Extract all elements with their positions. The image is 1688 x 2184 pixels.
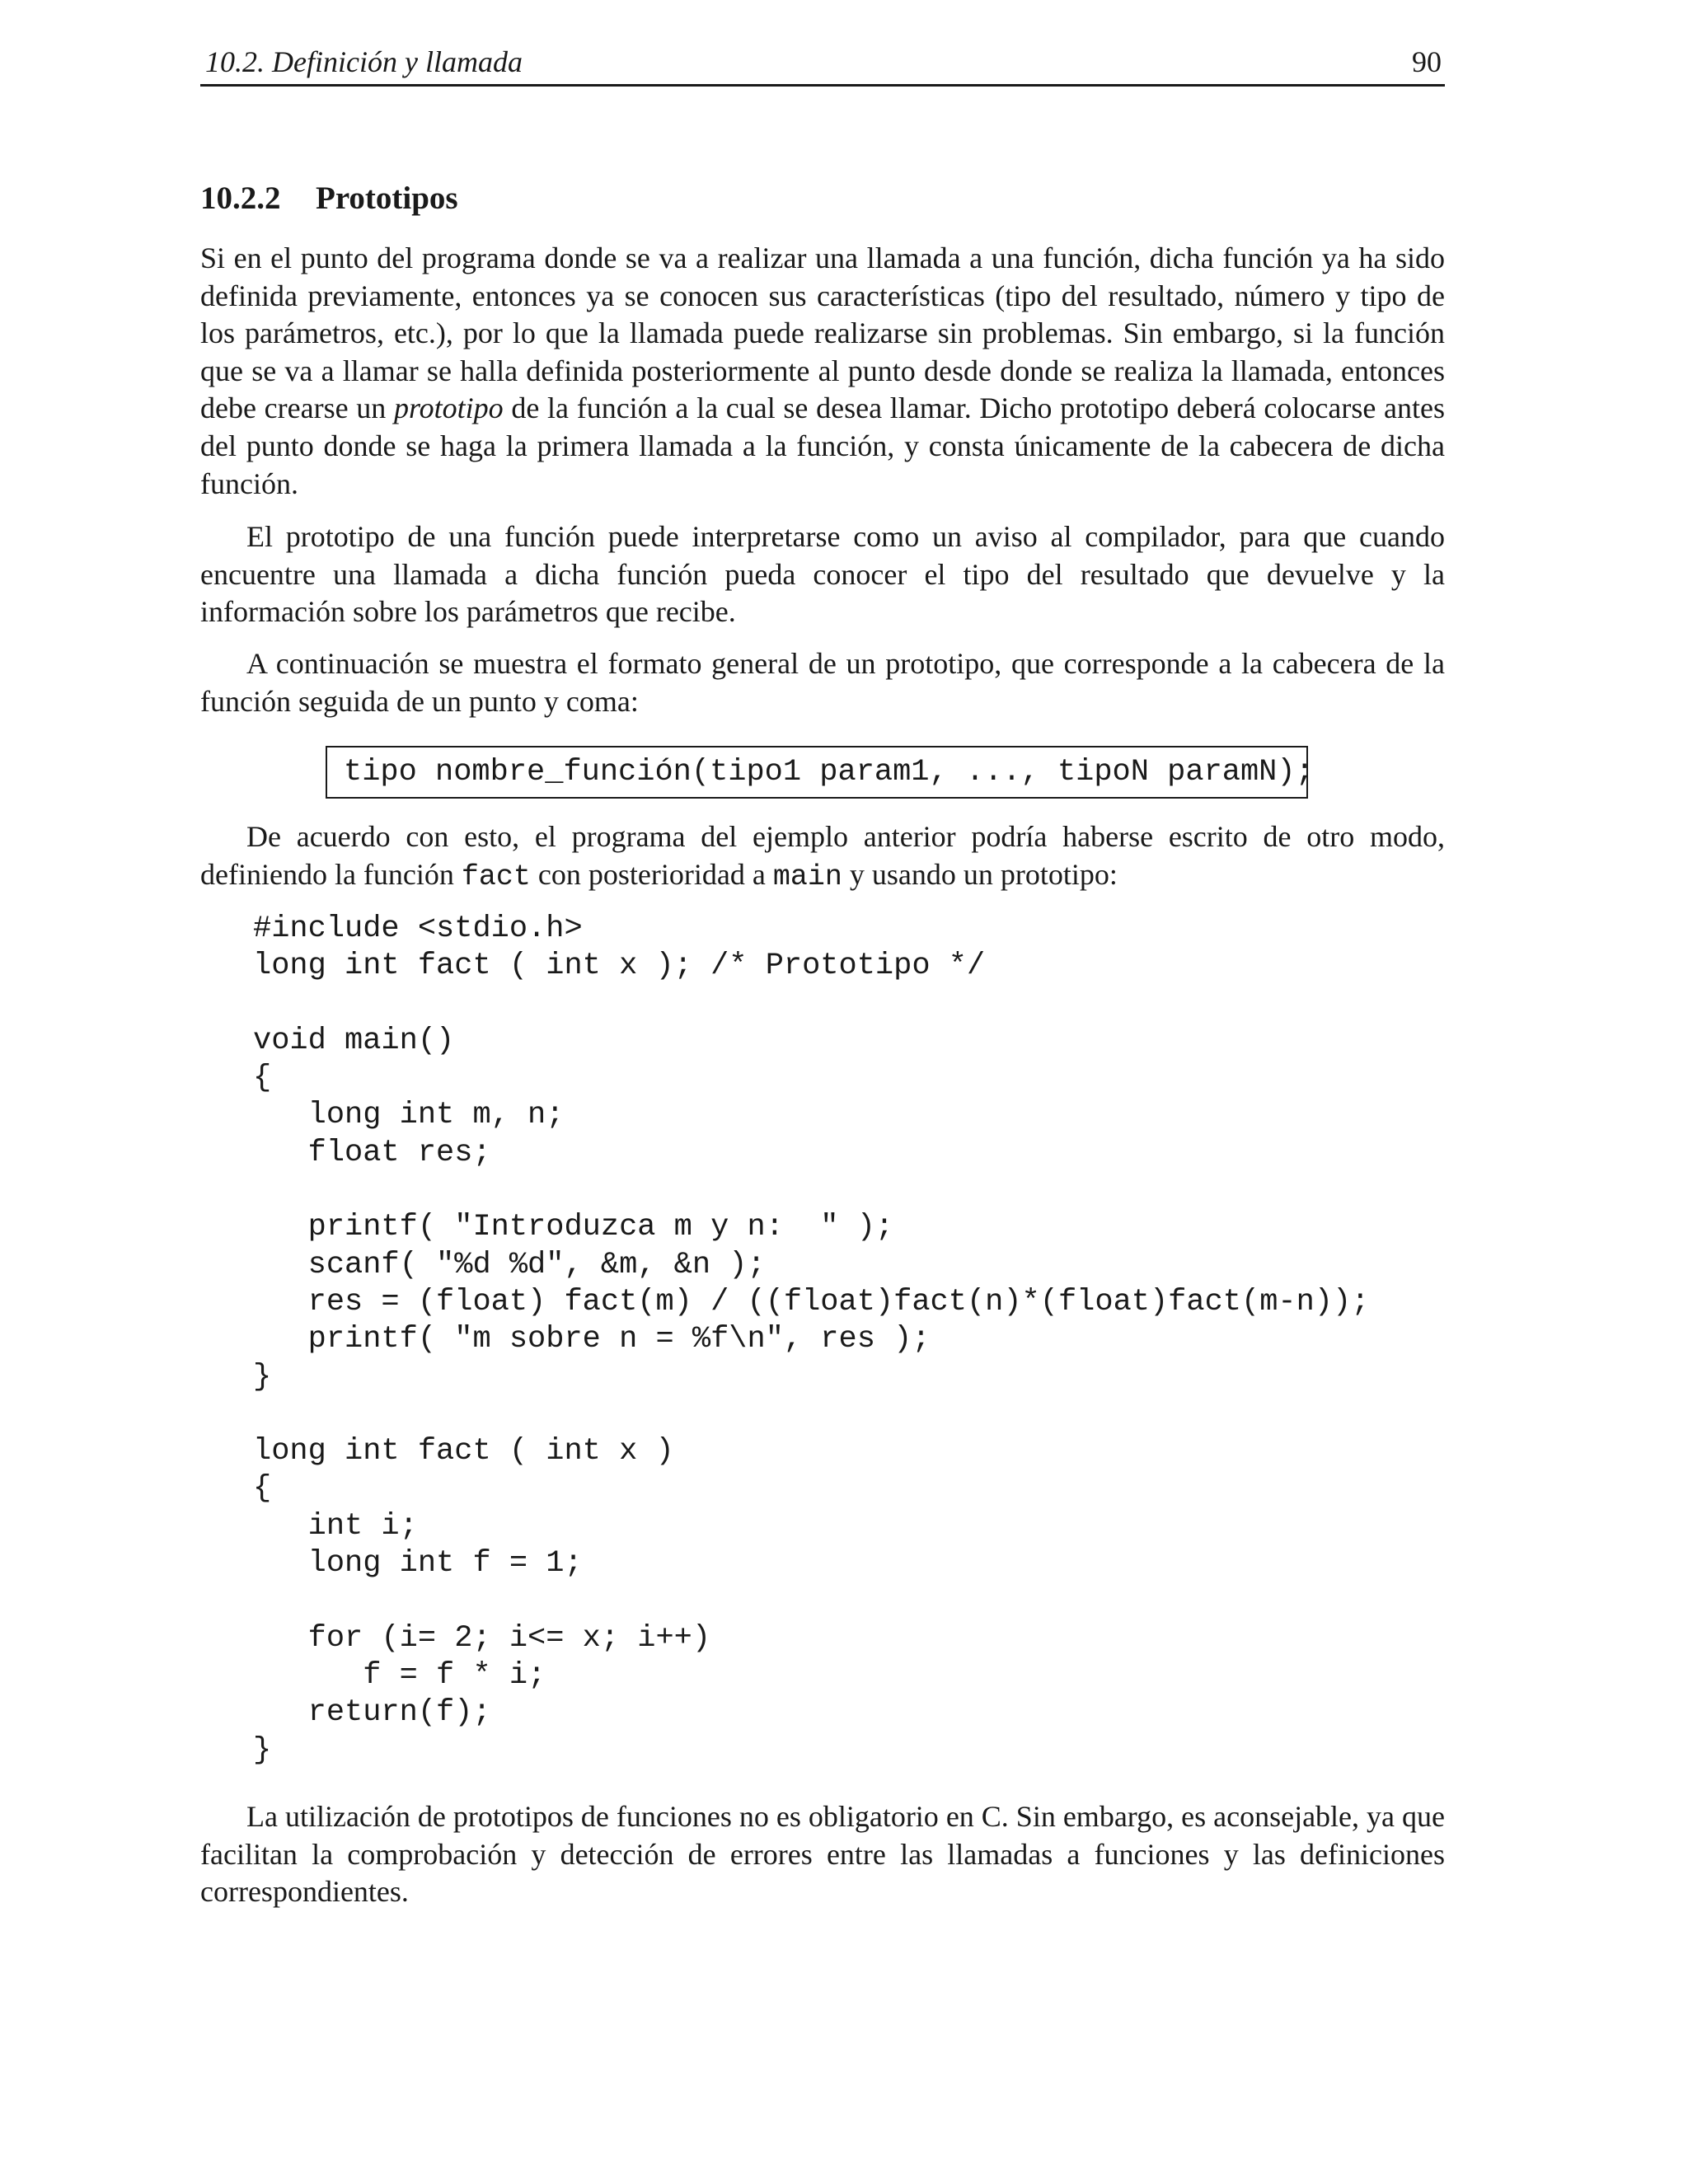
code-line: }: [253, 1732, 272, 1768]
paragraph-1-text-b: de la función a la cual se desea llamar. Dicho prototipo deberá colocarse antes del punto donde se haga la primera llamada a la función, y consta únicamente de la cabecera de dicha función.: [200, 391, 1445, 500]
paragraph-3: A continuación se muestra el formato general de un prototipo, que corresponde a la cabecera de la función seguida de un punto y coma:: [200, 647, 1445, 718]
page-number: 90: [1412, 45, 1442, 78]
paragraph-4-text-a: De acuerdo con esto, el programa del ejemplo anterior podría haberse escrito de otro modo, definiendo la función: [200, 820, 1445, 891]
code-line: res = (float) fact(m) / ((float)fact(n)*(float)fact(m-n));: [253, 1284, 1370, 1319]
paragraph-1-emphasis: prototipo: [393, 391, 504, 425]
code-line: for (i= 2; i<= x; i++): [253, 1620, 711, 1656]
running-header: [200, 43, 1445, 87]
code-line: #include <stdio.h>: [253, 912, 583, 946]
section-number: 10.2.2: [200, 180, 281, 216]
code-line: {: [253, 1471, 272, 1507]
prototype-format-box: tipo nombre_función(tipo1 param1, ..., tipoN paramN);: [326, 746, 1308, 799]
paragraph-1: [200, 240, 1445, 503]
code-line: [253, 986, 1369, 1023]
paragraph-5: La utilización de prototipos de funciones no es obligatorio en C. Sin embargo, es aconsejable, ya que facilitan la comprobación y detección de errores entre las llamadas a funciones y las definiciones correspondientes.: [200, 1800, 1445, 1909]
inline-code-main: main: [772, 860, 842, 893]
paragraph-1-text-a: Si en el punto del programa donde se va a realizar una llamada a una función, dicha función ya ha sido definida previamente, entonces ya se conocen sus características (tipo del resultado, número y tipo de los parámetros, etc.), por lo que la llamada puede realizarse sin problemas. Sin embargo, si la función que se va a llamar se halla definida posteriormente al punto desde donde se realiza la llamada, entonces debe crearse un: [200, 241, 1445, 425]
section-heading: [200, 180, 458, 217]
code-line: printf( "Introduzca m y n: " );: [253, 1210, 894, 1245]
code-line: f = f * i;: [253, 1657, 546, 1693]
code-line: void main(): [253, 1023, 455, 1058]
code-line: float res;: [253, 1135, 491, 1170]
code-line: }: [253, 1359, 272, 1394]
chapter-section-title: 10.2. Definición y llamada: [205, 45, 523, 78]
code-line: {: [253, 1061, 272, 1096]
code-line: long int fact ( int x ): [253, 1434, 674, 1469]
code-listing: [253, 911, 1369, 1769]
paragraph-4-text-b: con posterioridad a: [530, 857, 773, 891]
code-line: long int f = 1;: [253, 1546, 583, 1582]
code-line: return(f);: [253, 1695, 491, 1731]
paragraph-2: El prototipo de una función puede interpretarse como un aviso al compilador, para que cuando encuentre una llamada a dicha función pueda conocer el tipo del resultado que devuelve y la información sobre los parámetros que recibe.: [200, 520, 1445, 629]
section-title: Prototipos: [316, 180, 458, 216]
code-line: [253, 1396, 1369, 1433]
code-line: long int fact ( int x ); /* Prototipo */: [253, 949, 986, 984]
code-line: int i;: [253, 1508, 418, 1544]
code-line: [253, 1582, 1369, 1619]
inline-code-fact: fact: [461, 860, 531, 893]
paragraph-4-text-c: y usando un prototipo:: [842, 857, 1118, 891]
paragraph-4: [200, 818, 1445, 896]
code-line: [253, 1172, 1369, 1209]
code-line: long int m, n;: [253, 1098, 565, 1133]
code-line: printf( "m sobre n = %f\n", res );: [253, 1322, 931, 1357]
code-line: scanf( "%d %d", &m, &n );: [253, 1247, 766, 1282]
